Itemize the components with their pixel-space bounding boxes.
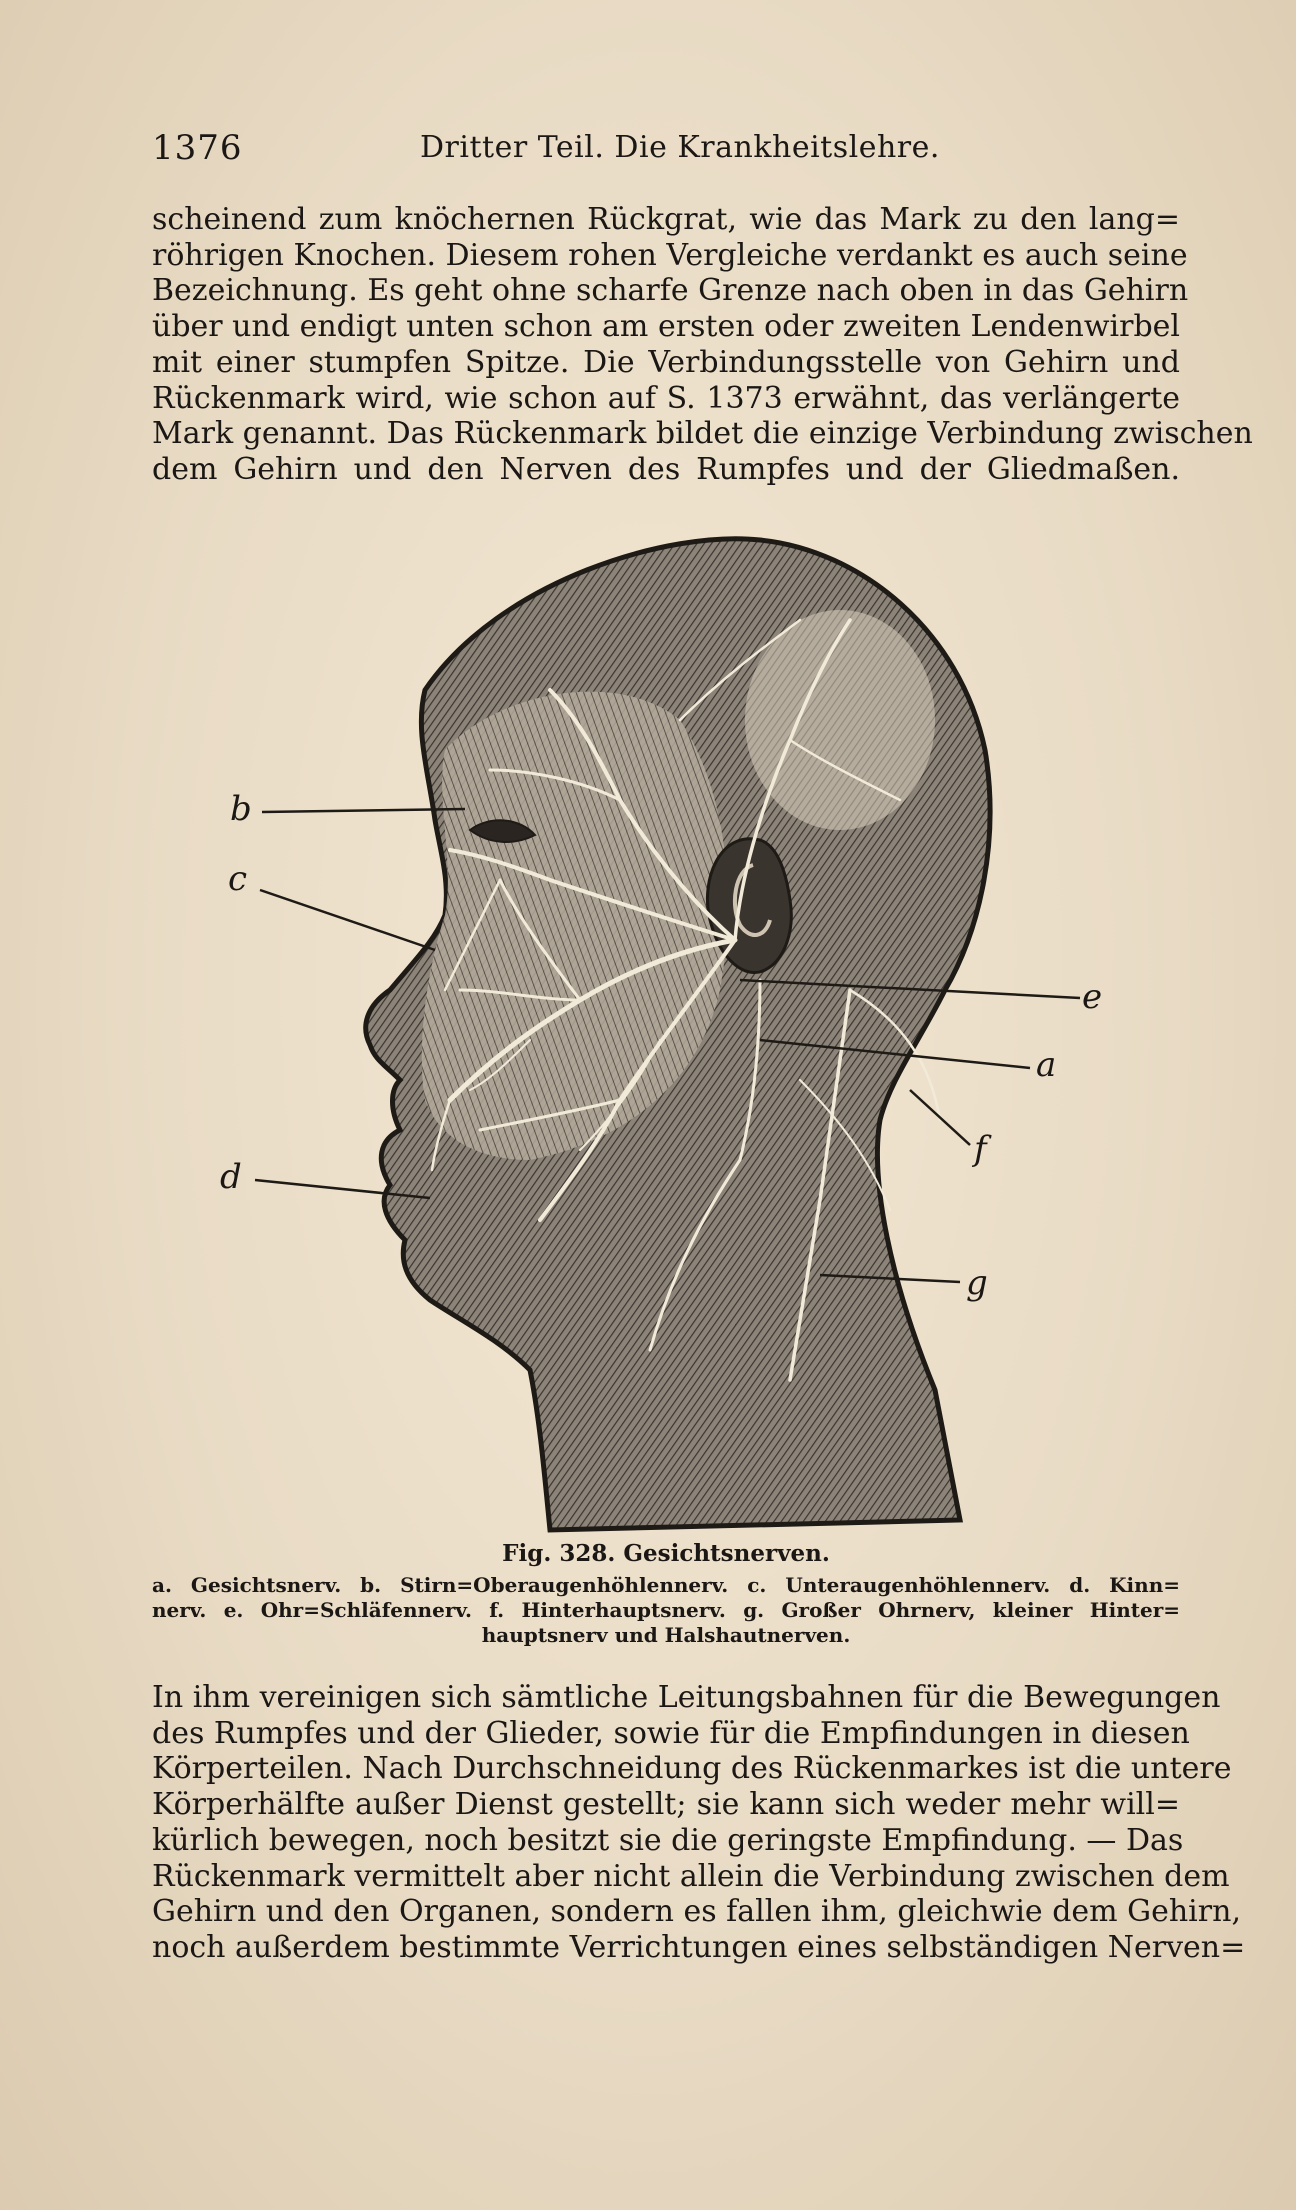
text-line: röhrigen Knochen. Diesem rohen Vergleiche verdankt es auch seine [152, 237, 1188, 273]
text-line: scheinend zum knöchernen Rückgrat, wie das Mark zu den lang= [152, 202, 1180, 237]
text-line: Mark genannt. Das Rückenmark bildet die einzige Verbindung zwischen [152, 416, 1253, 452]
label-a: a [1036, 1045, 1057, 1085]
text-line: Rückenmark wird, wie schon auf S. 1373 erwähnt, das verlängerte [152, 380, 1180, 416]
text-line: noch außerdem bestimmte Verrichtungen eines selbständigen Nerven= [152, 1929, 1246, 1965]
running-head-title: Dritter Teil. Die Krankheitslehre. [420, 130, 940, 165]
text-line: Gehirn und den Organen, sondern es fallen ihm, gleichwie dem Gehirn, [152, 1894, 1241, 1930]
text-line: Rückenmark vermittelt aber nicht allein die Verbindung zwischen dem [152, 1858, 1230, 1894]
caption-line: hauptsnerv und Halshautnerven. [481, 1623, 851, 1647]
text-line: kürlich bewegen, noch besitzt sie die geringste Empfindung. — Das [152, 1822, 1184, 1858]
caption-title: Fig. 328. Gesichtsnerven. [502, 1540, 830, 1567]
head-nerves-engraving [200, 520, 1103, 1530]
label-g: g [966, 1263, 988, 1303]
text-line: über und endigt unten schon am ersten oder zweiten Lendenwirbel [152, 309, 1180, 345]
label-e: e [1082, 977, 1103, 1017]
running-head [152, 128, 1180, 168]
text-line: Bezeichnung. Es geht ohne scharfe Grenze nach oben in das Gehirn [152, 273, 1189, 309]
label-c: c [228, 859, 248, 899]
caption-line: a. Gesichtsnerv. b. Stirn=Oberaugenhöhlennerv. c. Unteraugenhöhlennerv. d. Kinn= [152, 1573, 1180, 1597]
page-number: 1376 [152, 128, 243, 168]
label-f: f [974, 1129, 987, 1169]
caption-line: nerv. e. Ohr=Schläfennerv. f. Hinterhauptsnerv. g. Großer Ohrnerv, kleiner Hinter= [152, 1598, 1180, 1622]
caption-legend [152, 1573, 1180, 1648]
paragraph-bottom [152, 1680, 1246, 1966]
text-line: dem Gehirn und den Nerven des Rumpfes und der Gliedmaßen. [152, 451, 1180, 487]
text-line: Körperhälfte außer Dienst gestellt; sie kann sich weder mehr will= [152, 1787, 1180, 1823]
text-line: des Rumpfes und der Glieder, sowie für die Empfindungen in diesen [152, 1715, 1190, 1751]
anatomical-illustration [200, 520, 1103, 1530]
label-b: b [230, 789, 252, 829]
text-line: Körperteilen. Nach Durchschneidung des Rückenmarkes ist die untere [152, 1751, 1232, 1787]
text-line: mit einer stumpfen Spitze. Die Verbindungsstelle von Gehirn und [152, 344, 1180, 380]
text-line: In ihm vereinigen sich sämtliche Leitungsbahnen für die Bewegungen [152, 1680, 1221, 1715]
figure-caption [152, 1540, 1180, 1648]
label-d: d [220, 1157, 242, 1197]
paragraph-top [152, 202, 1253, 488]
